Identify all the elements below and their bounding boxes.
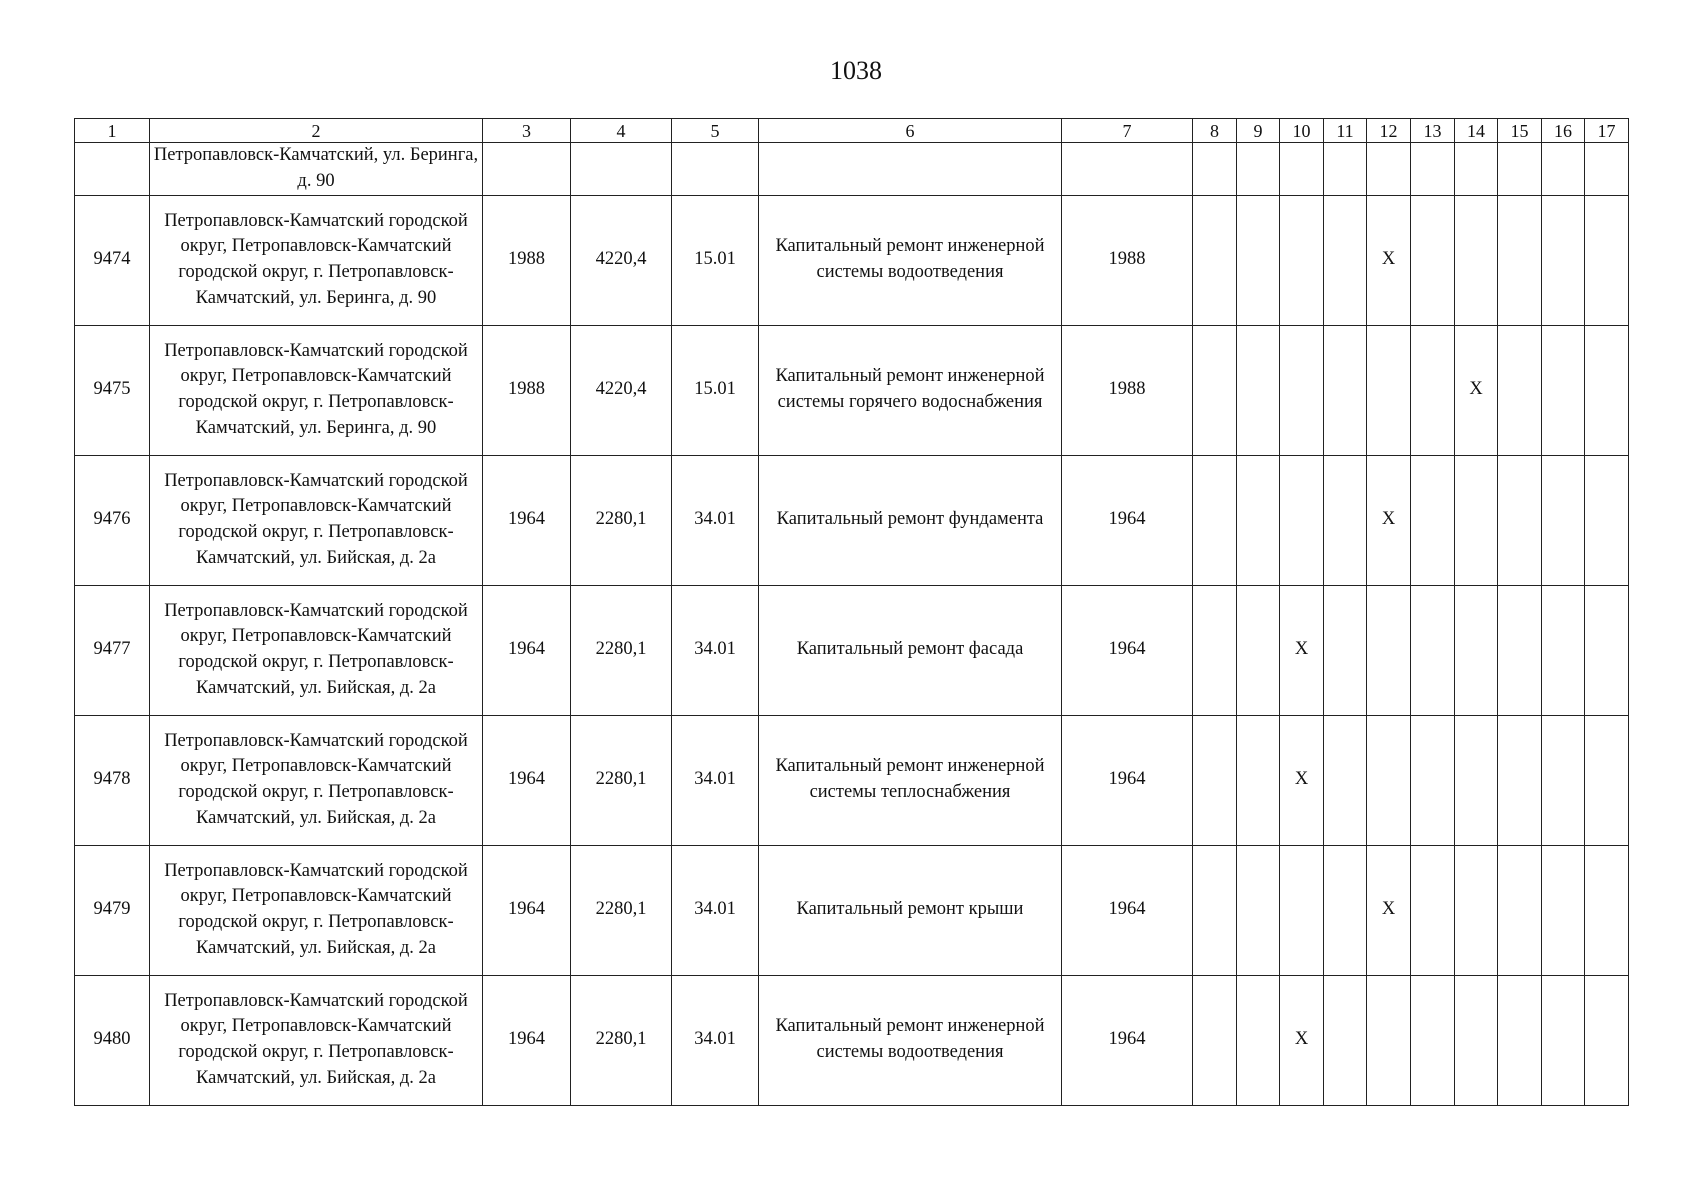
mark-cell-col-9	[1237, 455, 1280, 585]
work-type-cell: Капитальный ремонт крыши	[759, 845, 1062, 975]
mark-cell-col-10	[1280, 845, 1324, 975]
table-row	[75, 325, 1629, 455]
mark-cell-col-10	[1280, 195, 1324, 325]
mark-cell-col-13	[1411, 585, 1455, 715]
mark-cell-col-8	[1193, 975, 1237, 1105]
work-type-cell: Капитальный ремонт инженерной системы теплоснабжения	[759, 715, 1062, 845]
mark-cell-col-10	[1280, 325, 1324, 455]
empty-cell	[1193, 143, 1237, 196]
empty-cell	[672, 143, 759, 196]
code-cell: 15.01	[672, 325, 759, 455]
column-header: 15	[1498, 119, 1542, 143]
mark-cell-col-11	[1324, 195, 1367, 325]
mark-cell-col-16	[1542, 455, 1585, 585]
data-rows	[75, 195, 1629, 1105]
row-number-cell: 9476	[75, 455, 150, 585]
year-cell: 1964	[1062, 845, 1193, 975]
address-cell: Петропавловск-Камчатский городской округ, Петропавловск-Камчатский городской округ, г. Петропавловск-Камчатский, ул. Бийская, д. 2а	[150, 585, 483, 715]
mark-cell-col-17	[1585, 455, 1629, 585]
year-built-cell: 1988	[483, 325, 571, 455]
capital-repair-table	[74, 118, 1629, 1106]
table-row	[75, 195, 1629, 325]
code-cell: 34.01	[672, 715, 759, 845]
mark-cell-col-16	[1542, 585, 1585, 715]
address-cell: Петропавловск-Камчатский, ул. Беринга, д. 90	[150, 143, 483, 196]
mark-cell-col-14	[1455, 975, 1498, 1105]
address-cell: Петропавловск-Камчатский городской округ, Петропавловск-Камчатский городской округ, г. Петропавловск-Камчатский, ул. Бийская, д. 2а	[150, 975, 483, 1105]
empty-cell	[1585, 143, 1629, 196]
empty-cell	[1411, 143, 1455, 196]
year-built-cell: 1964	[483, 975, 571, 1105]
mark-cell-col-10: X	[1280, 975, 1324, 1105]
mark-cell-col-16	[1542, 195, 1585, 325]
area-cell: 2280,1	[571, 975, 672, 1105]
empty-cell	[1237, 143, 1280, 196]
mark-cell-col-15	[1498, 195, 1542, 325]
column-header: 17	[1585, 119, 1629, 143]
area-cell: 2280,1	[571, 455, 672, 585]
table-row	[75, 715, 1629, 845]
mark-cell-col-12: X	[1367, 845, 1411, 975]
work-type-cell: Капитальный ремонт инженерной системы водоотведения	[759, 195, 1062, 325]
empty-cell	[1062, 143, 1193, 196]
mark-cell-col-9	[1237, 715, 1280, 845]
area-cell: 4220,4	[571, 325, 672, 455]
mark-cell-col-13	[1411, 975, 1455, 1105]
work-type-cell: Капитальный ремонт инженерной системы горячего водоснабжения	[759, 325, 1062, 455]
mark-cell-col-14	[1455, 455, 1498, 585]
mark-cell-col-16	[1542, 845, 1585, 975]
empty-cell	[1542, 143, 1585, 196]
mark-cell-col-16	[1542, 715, 1585, 845]
column-header: 11	[1324, 119, 1367, 143]
empty-cell	[1455, 143, 1498, 196]
row-number-cell: 9475	[75, 325, 150, 455]
year-built-cell: 1964	[483, 845, 571, 975]
mark-cell-col-16	[1542, 325, 1585, 455]
mark-cell-col-11	[1324, 975, 1367, 1105]
row-number-cell: 9480	[75, 975, 150, 1105]
mark-cell-col-15	[1498, 455, 1542, 585]
year-built-cell: 1988	[483, 195, 571, 325]
table-row	[75, 845, 1629, 975]
mark-cell-col-10: X	[1280, 715, 1324, 845]
column-header: 3	[483, 119, 571, 143]
mark-cell-col-12	[1367, 585, 1411, 715]
mark-cell-col-14: X	[1455, 325, 1498, 455]
table-row	[75, 975, 1629, 1105]
code-cell: 34.01	[672, 455, 759, 585]
empty-cell	[483, 143, 571, 196]
column-number-header-row	[75, 119, 1629, 143]
mark-cell-col-9	[1237, 195, 1280, 325]
table-row	[75, 455, 1629, 585]
empty-cell	[1280, 143, 1324, 196]
mark-cell-col-17	[1585, 585, 1629, 715]
mark-cell-col-17	[1585, 195, 1629, 325]
mark-cell-col-8	[1193, 845, 1237, 975]
column-header: 13	[1411, 119, 1455, 143]
row-number-cell: 9477	[75, 585, 150, 715]
mark-cell-col-10	[1280, 455, 1324, 585]
mark-cell-col-17	[1585, 975, 1629, 1105]
mark-cell-col-13	[1411, 455, 1455, 585]
area-cell: 2280,1	[571, 845, 672, 975]
mark-cell-col-15	[1498, 845, 1542, 975]
mark-cell-col-11	[1324, 715, 1367, 845]
mark-cell-col-8	[1193, 455, 1237, 585]
mark-cell-col-15	[1498, 715, 1542, 845]
table-row	[75, 585, 1629, 715]
address-cell: Петропавловск-Камчатский городской округ, Петропавловск-Камчатский городской округ, г. Петропавловск-Камчатский, ул. Бийская, д. 2а	[150, 715, 483, 845]
row-number-cell: 9478	[75, 715, 150, 845]
column-header: 16	[1542, 119, 1585, 143]
mark-cell-col-9	[1237, 585, 1280, 715]
mark-cell-col-8	[1193, 715, 1237, 845]
year-cell: 1964	[1062, 975, 1193, 1105]
year-cell: 1964	[1062, 585, 1193, 715]
mark-cell-col-15	[1498, 325, 1542, 455]
mark-cell-col-9	[1237, 845, 1280, 975]
column-header: 9	[1237, 119, 1280, 143]
column-header: 7	[1062, 119, 1193, 143]
area-cell: 4220,4	[571, 195, 672, 325]
mark-cell-col-17	[1585, 715, 1629, 845]
column-header: 2	[150, 119, 483, 143]
mark-cell-col-14	[1455, 195, 1498, 325]
mark-cell-col-17	[1585, 325, 1629, 455]
year-built-cell: 1964	[483, 585, 571, 715]
mark-cell-col-12	[1367, 715, 1411, 845]
mark-cell-col-11	[1324, 455, 1367, 585]
mark-cell-col-17	[1585, 845, 1629, 975]
mark-cell-col-12: X	[1367, 455, 1411, 585]
mark-cell-col-8	[1193, 325, 1237, 455]
mark-cell-col-13	[1411, 195, 1455, 325]
mark-cell-col-9	[1237, 325, 1280, 455]
row-number-cell	[75, 143, 150, 196]
mark-cell-col-12	[1367, 975, 1411, 1105]
address-cell: Петропавловск-Камчатский городской округ, Петропавловск-Камчатский городской округ, г. Петропавловск-Камчатский, ул. Бийская, д. 2а	[150, 845, 483, 975]
row-number-cell: 9474	[75, 195, 150, 325]
mark-cell-col-12: X	[1367, 195, 1411, 325]
empty-cell	[1498, 143, 1542, 196]
mark-cell-col-15	[1498, 975, 1542, 1105]
mark-cell-col-11	[1324, 325, 1367, 455]
address-cell: Петропавловск-Камчатский городской округ, Петропавловск-Камчатский городской округ, г. Петропавловск-Камчатский, ул. Беринга, д. 90	[150, 325, 483, 455]
year-cell: 1964	[1062, 715, 1193, 845]
mark-cell-col-14	[1455, 845, 1498, 975]
area-cell: 2280,1	[571, 585, 672, 715]
mark-cell-col-9	[1237, 975, 1280, 1105]
page-number: 1038	[830, 56, 882, 85]
mark-cell-col-10: X	[1280, 585, 1324, 715]
work-type-cell: Капитальный ремонт инженерной системы водоотведения	[759, 975, 1062, 1105]
empty-cell	[1324, 143, 1367, 196]
address-cell: Петропавловск-Камчатский городской округ, Петропавловск-Камчатский городской округ, г. Петропавловск-Камчатский, ул. Бийская, д. 2а	[150, 455, 483, 585]
continuation-row	[75, 143, 1629, 196]
column-header: 1	[75, 119, 150, 143]
mark-cell-col-13	[1411, 845, 1455, 975]
code-cell: 34.01	[672, 585, 759, 715]
mark-cell-col-16	[1542, 975, 1585, 1105]
code-cell: 34.01	[672, 975, 759, 1105]
column-header: 5	[672, 119, 759, 143]
code-cell: 15.01	[672, 195, 759, 325]
mark-cell-col-13	[1411, 715, 1455, 845]
work-type-cell: Капитальный ремонт фундамента	[759, 455, 1062, 585]
empty-cell	[1367, 143, 1411, 196]
empty-cell	[759, 143, 1062, 196]
address-cell: Петропавловск-Камчатский городской округ, Петропавловск-Камчатский городской округ, г. Петропавловск-Камчатский, ул. Беринга, д. 90	[150, 195, 483, 325]
work-type-cell: Капитальный ремонт фасада	[759, 585, 1062, 715]
mark-cell-col-14	[1455, 715, 1498, 845]
mark-cell-col-11	[1324, 845, 1367, 975]
column-header: 12	[1367, 119, 1411, 143]
year-cell: 1988	[1062, 195, 1193, 325]
year-built-cell: 1964	[483, 455, 571, 585]
column-header: 4	[571, 119, 672, 143]
mark-cell-col-8	[1193, 195, 1237, 325]
mark-cell-col-13	[1411, 325, 1455, 455]
mark-cell-col-8	[1193, 585, 1237, 715]
mark-cell-col-11	[1324, 585, 1367, 715]
year-built-cell: 1964	[483, 715, 571, 845]
year-cell: 1964	[1062, 455, 1193, 585]
column-header: 14	[1455, 119, 1498, 143]
column-header: 10	[1280, 119, 1324, 143]
column-header: 6	[759, 119, 1062, 143]
year-cell: 1988	[1062, 325, 1193, 455]
area-cell: 2280,1	[571, 715, 672, 845]
mark-cell-col-14	[1455, 585, 1498, 715]
column-header: 8	[1193, 119, 1237, 143]
row-number-cell: 9479	[75, 845, 150, 975]
mark-cell-col-15	[1498, 585, 1542, 715]
empty-cell	[571, 143, 672, 196]
code-cell: 34.01	[672, 845, 759, 975]
mark-cell-col-12	[1367, 325, 1411, 455]
